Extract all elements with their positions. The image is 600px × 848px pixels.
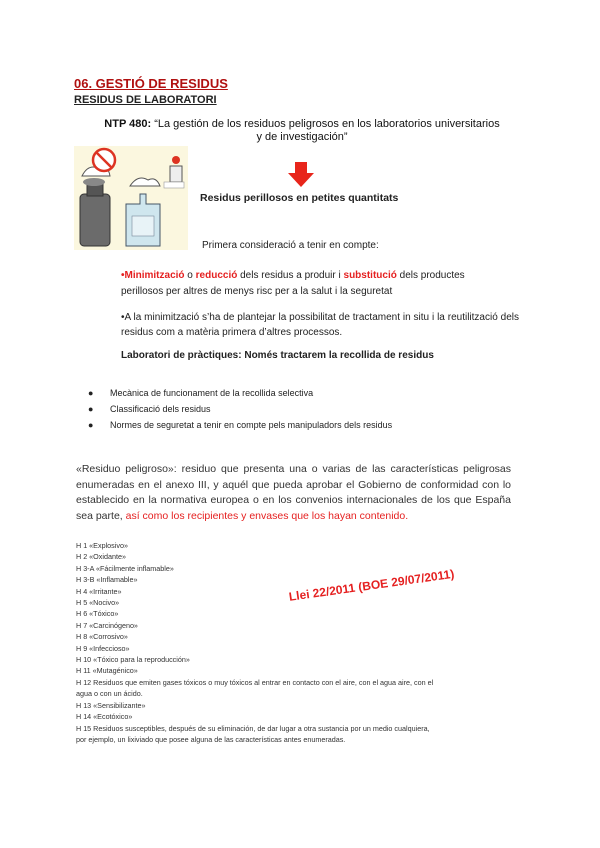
slide-title: Residus perillosos en petites quantitats — [200, 192, 399, 204]
list-item: H 8 «Corrosivo» — [76, 632, 128, 642]
list-item — [88, 388, 313, 398]
list-item: H 1 «Explosivo» — [76, 541, 128, 550]
definition-text: «Residuo peligroso»: residuo que presenta una o varias de las características peligrosas enumeradas en el anexo III, y aquél que pueda aprobar el Gobierno de conformidad con lo establecido en la normativa europea o en los convenios internacionales de los que España sea parte, — [76, 463, 511, 522]
list-item: H 9 «Infeccioso» — [76, 643, 130, 653]
definition-paragraph — [76, 462, 511, 524]
first-consideration: Primera consideració a tenir en compte: — [202, 240, 379, 251]
arrow-down-icon — [288, 162, 314, 193]
minimization-line-2: perillosos per altres de menys risc per a la salut i la seguretat — [121, 286, 393, 297]
text-segment: dels productes — [396, 270, 465, 281]
term-reduccio: reducció — [195, 270, 238, 281]
minimization-line — [121, 270, 465, 281]
text-segment: o — [184, 270, 196, 281]
list-item: H 10 «Tóxico para la reproducción» — [76, 655, 190, 665]
list-item-text: Classificació dels residus — [110, 404, 211, 414]
list-item — [88, 420, 392, 430]
list-item: H 11 «Mutagénico» — [76, 666, 138, 676]
bullet-icon: ● — [88, 404, 94, 414]
ntp-title-line1: “La gestión de los residuos peligrosos en los laboratorios universitarios — [151, 118, 500, 130]
lab-practice-note: Laboratori de pràctiques: Només tractarem la recollida de residus — [121, 350, 434, 361]
text-segment: dels residus a produir i — [237, 270, 344, 281]
list-item-text: Mecànica de funcionament de la recollida selectiva — [110, 388, 314, 398]
section-title: 06. GESTIÓ DE RESIDUS — [74, 76, 228, 91]
section-subtitle: RESIDUS DE LABORATORI — [74, 94, 217, 106]
minimization-paragraph: •A la minimització s’ha de plantejar la possibilitat de tractament in situ i la reutilització dels residus com a matèria primera d’altres processos. — [121, 312, 519, 338]
list-item: H 7 «Carcinógeno» — [76, 620, 138, 630]
ntp-reference — [86, 118, 518, 144]
list-item: H 3-A «Fácilmente inflamable» — [76, 563, 174, 573]
list-item-text: Normes de seguretat a tenir en compte pels manipuladors dels residus — [110, 420, 393, 430]
bullet-icon: ● — [88, 388, 94, 398]
bullet-mark: • — [121, 270, 125, 281]
list-item: H 5 «Nocivo» — [76, 598, 120, 608]
ntp-title-line2: y de investigación” — [256, 131, 348, 143]
term-minimitzacio: Minimització — [124, 270, 185, 281]
list-item: H 2 «Oxidante» — [76, 552, 126, 562]
ntp-code: NTP 480: — [104, 118, 152, 130]
list-item: H 6 «Tóxico» — [76, 609, 119, 619]
bullet-icon: ● — [88, 420, 94, 430]
waste-bottles-illustration — [74, 146, 188, 250]
list-item: H 4 «Irritante» — [76, 586, 122, 596]
list-item: H 3-B «Inflamable» — [76, 575, 138, 585]
list-item: H 13 «Sensibilizante» — [76, 700, 146, 710]
list-item: por ejemplo, un lixiviado que posee alguna de las características antes enumeradas. — [76, 734, 346, 744]
list-item — [88, 404, 211, 414]
term-substitucio: substitució — [343, 270, 397, 281]
definition-red-text: así como los recipientes y envases que los hayan contenido. — [125, 509, 409, 522]
list-item: H 14 «Ecotóxico» — [76, 712, 133, 722]
list-item: H 12 Residuos que emiten gases tóxicos o muy tóxicos al entrar en contacto con el aire, con el agua aire, con el — [76, 677, 434, 687]
list-item: H 15 Residuos susceptibles, después de su eliminación, de dar lugar a otra sustancia por un medio cualquiera, — [76, 723, 430, 733]
law-reference-stamp: Llei 22/2011 (BOE 29/07/2011) — [288, 566, 456, 604]
list-item: agua o con un ácido. — [76, 689, 143, 699]
